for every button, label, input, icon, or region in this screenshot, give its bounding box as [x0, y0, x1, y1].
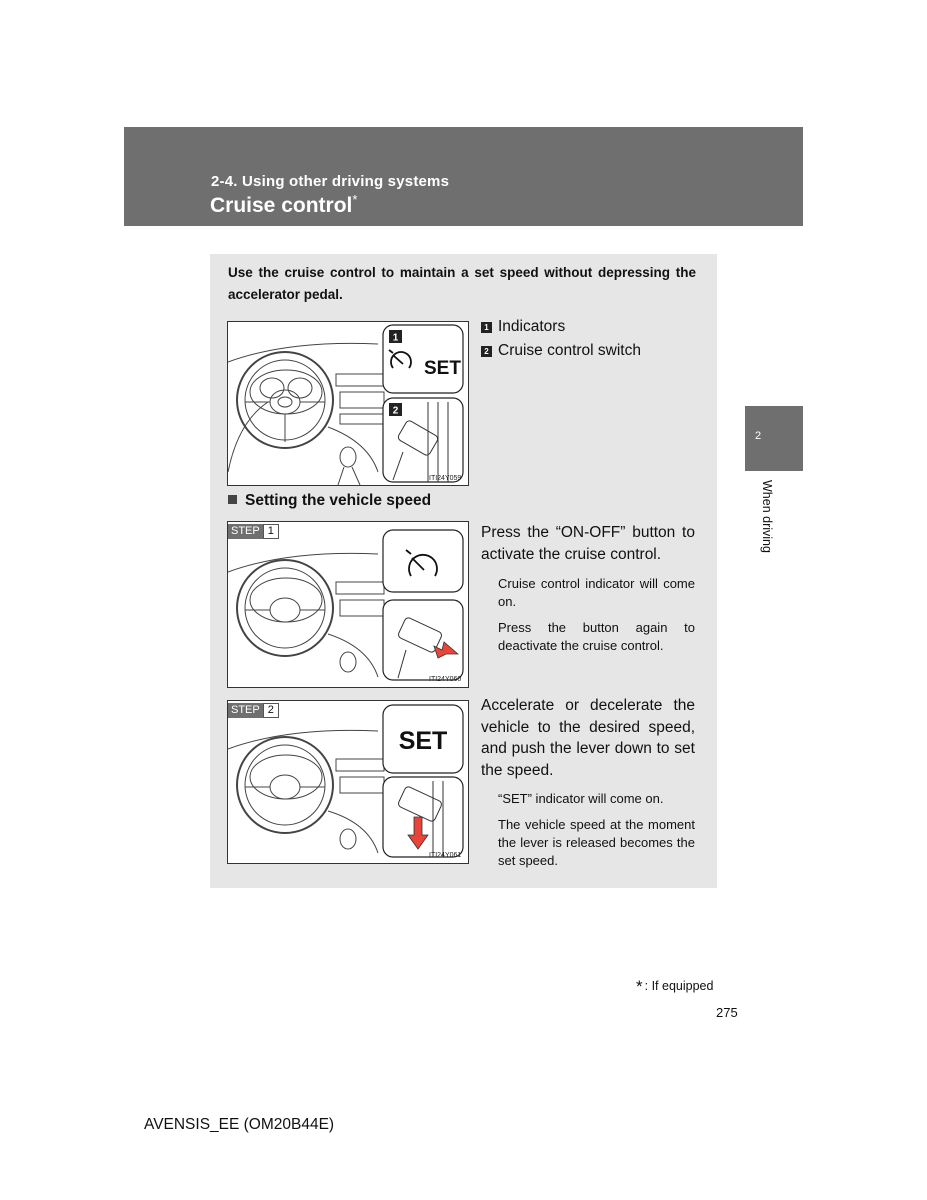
overview-illustration	[227, 321, 469, 486]
step-number: 1	[263, 524, 279, 539]
figure-code: ITI24Y059	[429, 475, 462, 482]
step2-instruction: Accelerate or decelerate the vehicle to the desired speed, and push the lever down to set the speed.	[481, 697, 695, 779]
if-equipped-mark: *	[352, 192, 358, 207]
svg-text:1: 1	[392, 332, 399, 344]
figure-code: ITI24Y061	[429, 852, 462, 859]
footnote	[636, 977, 713, 997]
set-indicator-text: SET	[424, 358, 461, 379]
legend-item-indicators	[481, 318, 565, 336]
step2-note: The vehicle speed at the moment the lever is released becomes the set speed.	[498, 817, 695, 868]
svg-text:2: 2	[392, 405, 399, 417]
set-indicator-text: SET	[398, 727, 448, 755]
step-badge	[228, 524, 279, 539]
step-number: 2	[263, 703, 279, 718]
section-label: 2-4. Using other driving systems	[211, 173, 450, 190]
step1-instruction: Press the “ON-OFF” button to activate the cruise control.	[481, 524, 695, 563]
dashboard-drawing	[228, 701, 468, 863]
document-code: AVENSIS_EE (OM20B44E)	[144, 1116, 335, 1133]
footnote-text: : If equipped	[644, 979, 714, 993]
page-number: 275	[716, 1005, 738, 1020]
step-badge	[228, 703, 279, 718]
step2-note: “SET” indicator will come on.	[498, 791, 664, 806]
page-title	[210, 194, 357, 218]
dashboard-drawing	[228, 522, 468, 687]
chapter-label-text: When driving	[760, 480, 774, 553]
section-header	[124, 127, 803, 226]
step1-illustration	[227, 521, 469, 688]
intro-paragraph: Use the cruise control to maintain a set speed without depressing the accelerator pedal.	[228, 265, 696, 302]
step1-note: Cruise control indicator will come on.	[498, 576, 695, 609]
page-title-text: Cruise control	[210, 194, 353, 217]
step2-illustration	[227, 700, 469, 864]
step1-note: Press the button again to deactivate the cruise control.	[498, 620, 695, 653]
dashboard-drawing	[228, 322, 468, 485]
legend-text: Indicators	[498, 318, 566, 335]
legend-text: Cruise control switch	[498, 342, 641, 359]
subheading-text: Setting the vehicle speed	[245, 492, 432, 509]
chapter-number: 2	[755, 430, 762, 442]
chapter-tab[interactable]	[745, 406, 803, 471]
legend-item-switch	[481, 342, 641, 360]
chapter-label	[760, 480, 774, 580]
step-label: STEP	[228, 703, 263, 718]
legend-number: 2	[481, 346, 492, 357]
square-bullet-icon	[228, 495, 237, 504]
subheading	[228, 492, 431, 510]
figure-code: ITI24Y060	[429, 676, 462, 683]
legend-number: 1	[481, 322, 492, 333]
step-label: STEP	[228, 524, 263, 539]
footnote-mark: *	[636, 977, 643, 996]
